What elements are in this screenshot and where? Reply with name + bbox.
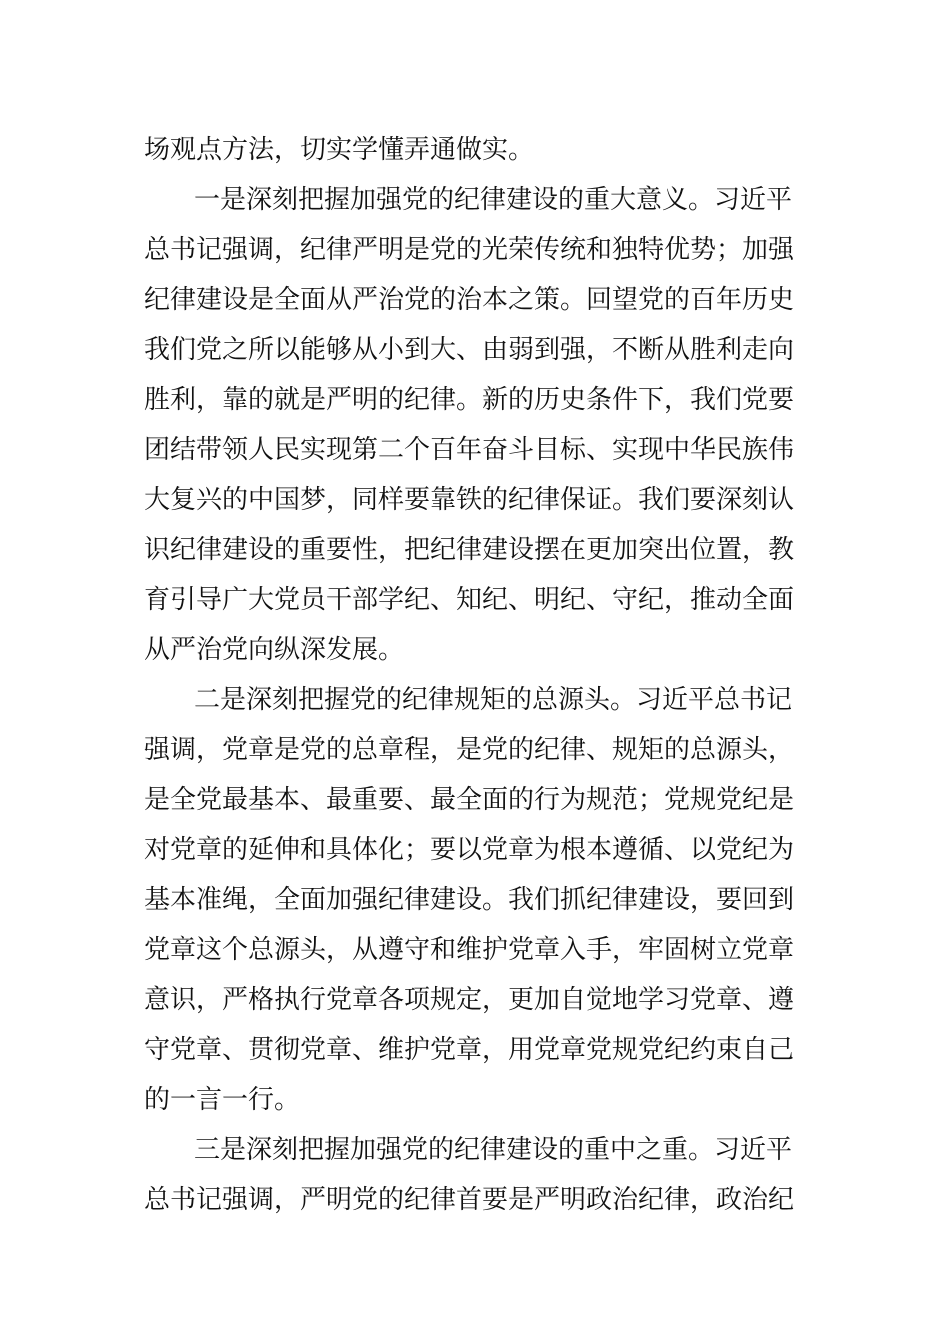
text-line: 总书记强调，严明党的纪律首要是严明政治纪律，政治纪 (144, 1185, 795, 1215)
text-line: 基本准绳，全面加强纪律建设。我们抓纪律建设，要回到 (144, 885, 795, 915)
text-line: 从严治党向纵深发展。 (144, 635, 405, 665)
text-line: 胜利，靠的就是严明的纪律。新的历史条件下，我们党要 (144, 385, 795, 415)
text-line: 对党章的延伸和具体化；要以党章为根本遵循、以党纪为 (144, 835, 795, 865)
text-line: 育引导广大党员干部学纪、知纪、明纪、守纪，推动全面 (144, 585, 795, 615)
text-line: 的一言一行。 (144, 1085, 301, 1115)
text-line: 意识，严格执行党章各项规定，更加自觉地学习党章、遵 (144, 985, 795, 1015)
paragraph-first-line: 三是深刻把握加强党的纪律建设的重中之重。习近平 (194, 1135, 793, 1165)
text-line: 识纪律建设的重要性，把纪律建设摆在更加突出位置，教 (144, 535, 795, 565)
text-line: 党章这个总源头，从遵守和维护党章入手，牢固树立党章 (144, 935, 795, 965)
text-line: 我们党之所以能够从小到大、由弱到强，不断从胜利走向 (144, 335, 795, 365)
text-line: 场观点方法，切实学懂弄通做实。 (144, 135, 535, 165)
text-line: 团结带领人民实现第二个百年奋斗目标、实现中华民族伟 (144, 435, 795, 465)
paragraph-first-line: 二是深刻把握党的纪律规矩的总源头。习近平总书记 (194, 685, 793, 715)
paragraph-first-line: 一是深刻把握加强党的纪律建设的重大意义。习近平 (194, 185, 793, 215)
text-line: 是全党最基本、最重要、最全面的行为规范；党规党纪是 (144, 785, 795, 815)
text-line: 总书记强调，纪律严明是党的光荣传统和独特优势；加强 (144, 235, 795, 265)
text-line: 纪律建设是全面从严治党的治本之策。回望党的百年历史 (144, 285, 795, 315)
text-line: 强调，党章是党的总章程，是党的纪律、规矩的总源头， (144, 735, 795, 765)
text-line: 守党章、贯彻党章、维护党章，用党章党规党纪约束自己 (144, 1035, 795, 1065)
text-line: 大复兴的中国梦，同样要靠铁的纪律保证。我们要深刻认 (144, 485, 795, 515)
